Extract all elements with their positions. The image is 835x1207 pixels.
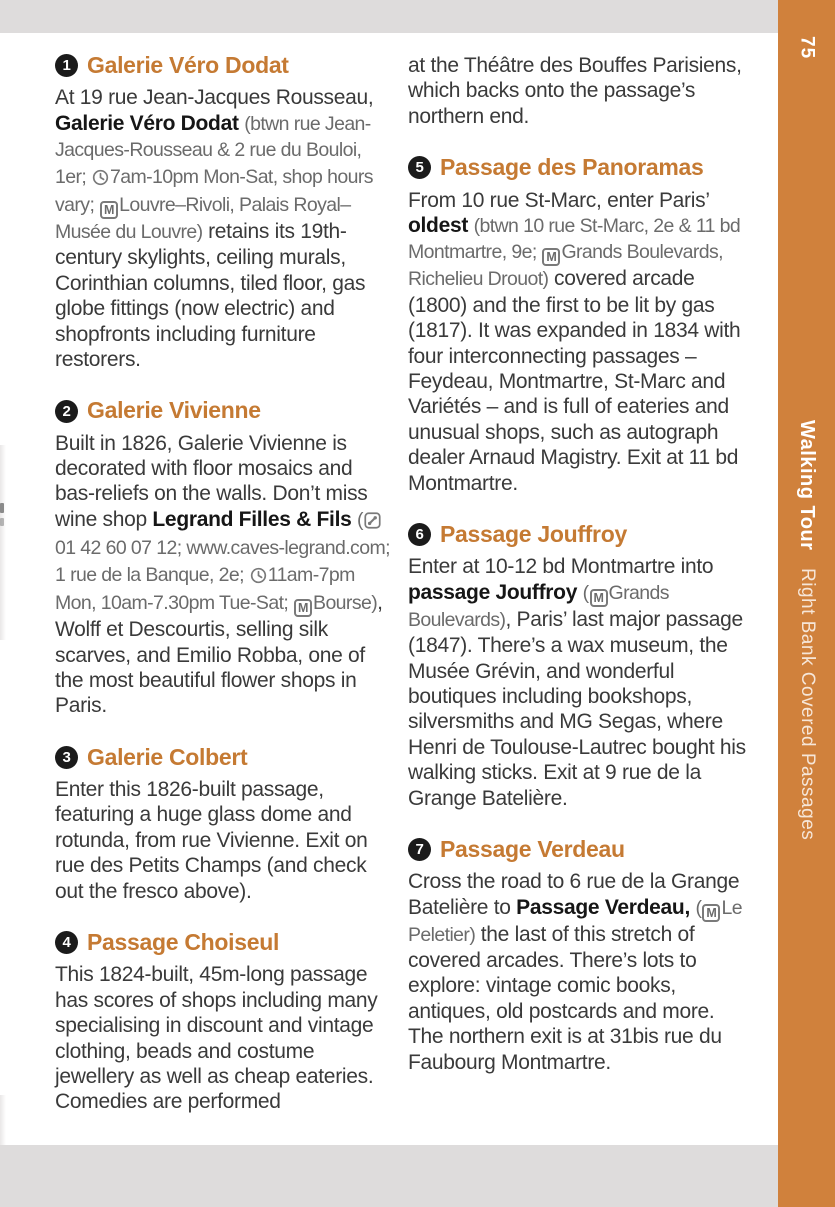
place-name-bold: Galerie Véro Dodat — [55, 111, 239, 135]
body-text: , Wolff et Descourtis, selling silk scarves, and Emilio Robba, one of the most beautiful flower shops in Paris. — [55, 591, 383, 718]
sidebar-vertical-text — [795, 420, 818, 841]
section-heading — [408, 837, 748, 862]
section-number-badge: 3 — [55, 746, 78, 769]
practical-info-text: Grands Boulevards, Richelieu Drouot) — [408, 241, 723, 291]
section-heading — [55, 745, 393, 770]
section-title: Passage Verdeau — [440, 835, 625, 862]
page-edge-bleed — [0, 1095, 6, 1145]
section-body — [408, 188, 748, 496]
sidebar-subsection-label: Right Bank Covered Passages — [797, 568, 818, 841]
scan-artifact — [0, 518, 4, 526]
section-body — [408, 53, 748, 129]
body-text: Enter this 1826-built passage, featuring a huge glass dome and rotunda, from rue Vivienne. Exit on rue des Petits Champs (and check out the fresco above). — [55, 778, 368, 903]
body-text: Cross the road to 6 rue de la Grange Batelière to — [408, 870, 740, 919]
body-text: This 1824-built, 45m-long passage has scores of shops including many specialising in discount and vintage clothing, beads and costume jewellery as well as cheap eateries. Comedies are performed — [55, 963, 378, 1114]
clock-icon — [250, 565, 267, 590]
section-heading — [55, 930, 393, 955]
section-title: Galerie Colbert — [87, 743, 248, 770]
section-body — [408, 554, 748, 811]
sidebar-tab — [778, 0, 835, 1207]
practical-info-text: 7am-10pm Mon-Sat, shop hours vary; — [55, 165, 373, 216]
metro-icon: M — [100, 201, 118, 219]
place-name-bold: passage Jouffroy — [408, 580, 578, 604]
place-name-bold: Legrand Filles & Fils — [152, 507, 352, 531]
right-column — [408, 53, 748, 1101]
scan-artifact — [0, 503, 4, 513]
practical-info-text: (btwn 10 rue St-Marc, 2e & 11 bd Montmartre, 9e; — [408, 214, 741, 264]
body-text: Enter at 10-12 bd Montmartre into — [408, 555, 714, 579]
body-text: at the Théâtre des Bouffes Parisiens, which backs onto the passage’s northern end. — [408, 54, 742, 128]
metro-icon: M — [542, 248, 560, 266]
section-number-badge: 6 — [408, 523, 431, 546]
section-number-badge: 4 — [55, 931, 78, 954]
sidebar-section-label: Walking Tour — [796, 420, 818, 551]
body-text: At 19 rue Jean-Jacques Rousseau, — [55, 86, 374, 110]
section-heading — [408, 155, 748, 180]
practical-info-text: ( — [357, 508, 363, 531]
section-number-badge: 5 — [408, 156, 431, 179]
place-name-bold: Passage Verdeau, — [516, 895, 690, 919]
practical-info-text: Le Peletier) — [408, 896, 742, 946]
page-number: 75 — [796, 36, 818, 60]
clock-icon — [92, 167, 109, 192]
scan-edge-bottom — [0, 1145, 778, 1207]
practical-info-text: Bourse) — [313, 592, 378, 615]
practical-info-text: 01 42 60 07 12; www.caves-legrand.com; 1 rue de la Banque, 2e; — [55, 537, 390, 586]
practical-info-text: 11am-7pm Mon, 10am-7.30pm Tue-Sat; — [55, 563, 355, 615]
section-number-badge: 7 — [408, 838, 431, 861]
section-body — [55, 431, 393, 719]
section-number-badge: 1 — [55, 54, 78, 77]
phone-icon — [364, 510, 381, 535]
section-heading — [408, 522, 748, 547]
place-name-bold: oldest — [408, 213, 469, 237]
section-number-badge: 2 — [55, 400, 78, 423]
left-column — [55, 53, 393, 1141]
section-title: Passage Jouffroy — [440, 520, 627, 547]
body-text: Built in 1826, Galerie Vivienne is decorated with floor mosaics and bas-reliefs on the walls. Don’t miss wine shop — [55, 431, 368, 531]
section-body — [408, 869, 748, 1075]
section-heading — [55, 53, 393, 78]
section-body — [55, 962, 393, 1114]
body-text: retains its 19th-century skylights, ceiling murals, Corinthian columns, tiled floor, gas globe fittings (now electric) and shopfronts including furniture restorers. — [55, 219, 366, 371]
body-text: covered arcade (1800) and the first to be lit by gas (1817). It was expanded in 1834 with four interconnecting passages – Feydeau, Montmartre, St-Marc and Variétés – and is full of eateries and unusual shops, such as autograph dealer Arnaud Magistry. Exit at 11 bd Montmartre. — [408, 267, 741, 495]
practical-info-text: ( — [582, 581, 589, 604]
practical-info-text: (btwn rue Jean-Jacques-Rousseau & 2 rue du Bouloi, 1er; — [55, 112, 371, 188]
metro-icon: M — [590, 589, 608, 607]
section-body — [55, 85, 393, 372]
page-edge-bleed — [0, 445, 6, 640]
section-title: Galerie Véro Dodat — [87, 52, 289, 78]
section-title: Passage des Panoramas — [440, 154, 704, 181]
scan-edge-top — [0, 0, 778, 33]
section-body — [55, 777, 393, 904]
section-heading — [55, 398, 393, 423]
section-title: Passage Choiseul — [87, 929, 280, 956]
body-text: From 10 rue St-Marc, enter Paris’ — [408, 188, 709, 212]
practical-info-text: Louvre–Rivoli, Palais Royal–Musée du Louvre) — [55, 193, 351, 243]
section-title: Galerie Vivienne — [87, 397, 261, 424]
practical-info-text: Grands Boulevards) — [408, 581, 669, 631]
practical-info-text: ( — [695, 896, 702, 919]
body-text: , Paris’ last major passage (1847). There’s a wax museum, the Musée Grévin, and wonderful boutiques including bookshops, silversmiths and MG Segas, where Henri de Toulouse-Lautrec bought his walking sticks. Exit at 9 rue de la Grange Batelière. — [408, 607, 746, 810]
metro-icon: M — [294, 599, 312, 617]
body-text: the last of this stretch of covered arcades. There’s lots to explore: vintage comic books, antiques, old postcards and more. The northern exit is at 31bis rue du Faubourg Montmartre. — [408, 922, 722, 1074]
metro-icon: M — [702, 904, 720, 922]
